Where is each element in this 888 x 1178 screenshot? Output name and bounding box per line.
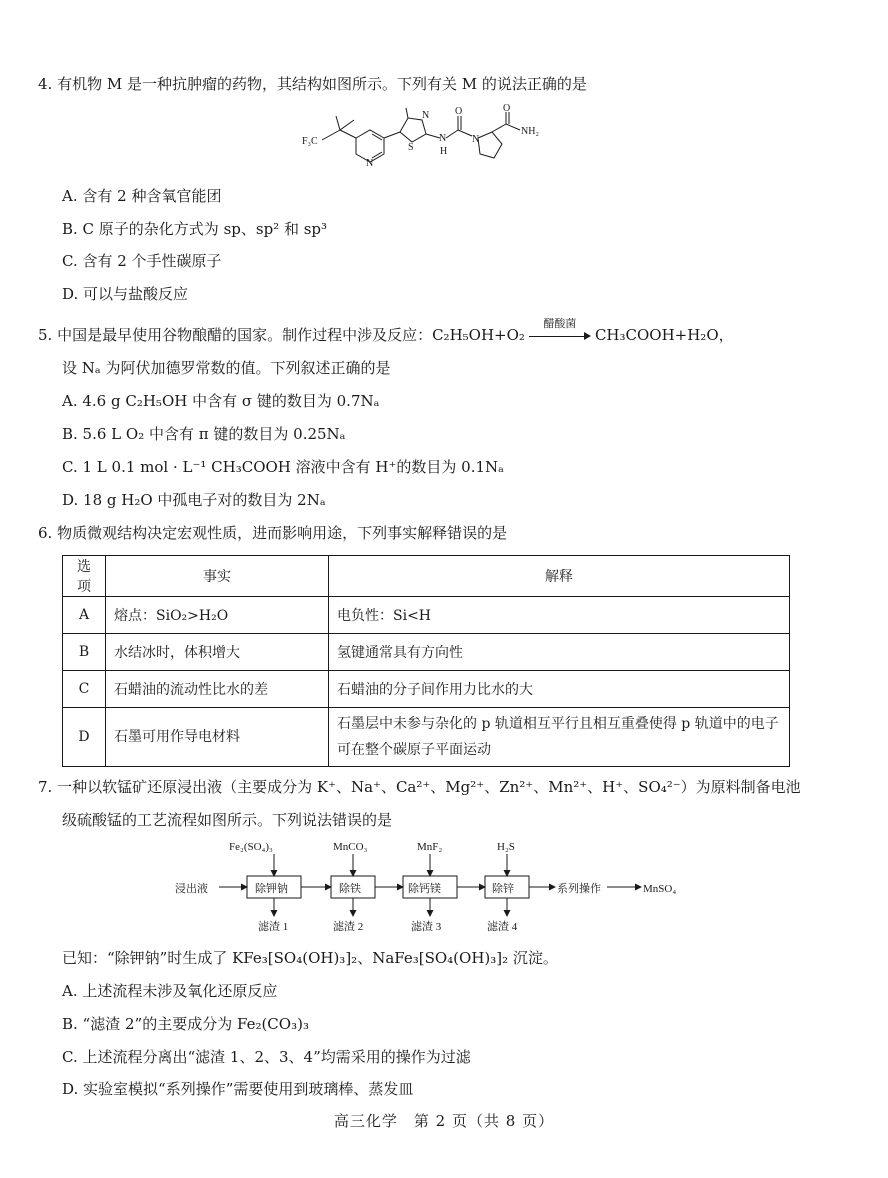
q5-option-b: B. 5.6 L O₂ 中含有 π 键的数目为 0.25Nₐ — [62, 425, 346, 443]
page-footer: 高三化学 第 2 页（共 8 页） — [333, 1112, 555, 1130]
table-cell-option: B — [63, 634, 106, 671]
table-row — [63, 671, 790, 708]
q4-option-c: C. 含有 2 个手性碳原子 — [62, 252, 222, 270]
label-urea-n: N — [439, 133, 447, 144]
table-cell-option: A — [63, 597, 106, 634]
q7-known: 已知：“除钾钠”时生成了 KFe₃[SO₄(OH)₃]₂、NaFe₃[SO₄(OH)₃]₂ 沉淀。 — [62, 949, 558, 967]
process-flow-diagram — [175, 838, 695, 938]
flow-product: MnSO₄ — [643, 883, 677, 895]
label-cf3: F₃C — [302, 136, 318, 147]
reaction-arrow-label: 醋酸菌 — [543, 317, 577, 330]
q7-stem-line1: 7. 一种以软锰矿还原浸出液（主要成分为 K⁺、Na⁺、Ca²⁺、Mg²⁺、Zn²⁺、Mn²⁺、H⁺、SO₄²⁻）为原料制备电池 — [38, 778, 801, 796]
table-cell-explanation: 石蜡油的分子间作用力比水的大 — [329, 671, 790, 708]
flow-reagent-3: MnF₂ — [417, 841, 443, 853]
flow-step-3: 除钙镁 — [408, 883, 441, 895]
table-cell-explanation: 石墨层中未参与杂化的 p 轨道相互平行且相互重叠使得 p 轨道中的电子可在整个碳原子平面运动 — [329, 708, 790, 767]
flow-residue-1: 滤渣 1 — [258, 921, 289, 933]
flow-step-2: 除铁 — [339, 883, 361, 895]
flow-start-label: 浸出液 — [175, 883, 208, 895]
flow-reagent-2: MnCO₃ — [333, 841, 368, 853]
table-cell-option: C — [63, 671, 106, 708]
flow-reagent-4: H₂S — [497, 841, 515, 853]
flow-final-step: 系列操作 — [557, 883, 601, 895]
table-cell-fact: 熔点：SiO₂>H₂O — [106, 597, 329, 634]
q7-option-c: C. 上述流程分离出“滤渣 1、2、3、4”均需采用的操作为过滤 — [62, 1048, 471, 1066]
reaction-arrow — [529, 317, 591, 344]
label-urea-h: H — [440, 146, 448, 157]
label-amide-nh2: NH₂ — [521, 126, 539, 137]
q4-option-a: A. 含有 2 种含氧官能团 — [62, 187, 222, 205]
table-cell-option: D — [63, 708, 106, 767]
flow-residue-4: 滤渣 4 — [487, 921, 518, 933]
molecule-structure-drawing — [300, 104, 560, 170]
flow-step-1: 除钾钠 — [255, 883, 288, 895]
q4-stem: 4. 有机物 M 是一种抗肿瘤的药物，其结构如图所示。下列有关 M 的说法正确的是 — [38, 75, 587, 93]
process-flow-drawing — [175, 838, 695, 938]
flow-reagent-1: Fe₂(SO₄)₃ — [229, 841, 273, 853]
table-row — [63, 708, 790, 767]
q7-option-a: A. 上述流程未涉及氧化还原反应 — [62, 982, 278, 1000]
table-row — [63, 634, 790, 671]
q7-option-b: B. “滤渣 2”的主要成分为 Fe₂(CO₃)₃ — [62, 1015, 309, 1033]
table-header-fact: 事实 — [106, 556, 329, 597]
q5-stem-part1: 5. 中国是最早使用谷物酿醋的国家。制作过程中涉及反应：C₂H₅OH+O₂ — [38, 326, 525, 344]
q6-stem: 6. 物质微观结构决定宏观性质，进而影响用途，下列事实解释错误的是 — [38, 524, 508, 542]
table-row — [63, 597, 790, 634]
table-cell-fact: 水结冰时，体积增大 — [106, 634, 329, 671]
table-header-row — [63, 556, 790, 597]
q5-stem-line2: 设 Nₐ 为阿伏加德罗常数的值。下列叙述正确的是 — [62, 359, 391, 377]
molecule-structure — [300, 104, 560, 170]
q7-stem-line2: 级硫酸锰的工艺流程如图所示。下列说法错误的是 — [62, 811, 393, 829]
q5-option-a: A. 4.6 g C₂H₅OH 中含有 σ 键的数目为 0.7Nₐ — [62, 392, 380, 410]
label-pyridine-n: N — [366, 158, 374, 169]
q5-stem-line1 — [38, 317, 734, 345]
flow-residue-3: 滤渣 3 — [411, 921, 442, 933]
q5-option-c: C. 1 L 0.1 mol · L⁻¹ CH₃COOH 溶液中含有 H⁺的数目为 0.1Nₐ — [62, 458, 504, 476]
q5-option-d: D. 18 g H₂O 中孤电子对的数目为 2Nₐ — [62, 491, 326, 509]
q7-option-d: D. 实验室模拟“系列操作”需要使用到玻璃棒、蒸发皿 — [62, 1080, 414, 1098]
label-proline-n: N — [472, 134, 480, 145]
table-cell-explanation: 电负性：Si<H — [329, 597, 790, 634]
q6-table — [62, 555, 790, 767]
table-cell-fact: 石墨可用作导电材料 — [106, 708, 329, 767]
table-header-option: 选项 — [63, 556, 106, 597]
flow-step-4: 除锌 — [492, 883, 514, 895]
label-thiazole-n: N — [422, 110, 430, 121]
table-cell-fact: 石蜡油的流动性比水的差 — [106, 671, 329, 708]
flow-residue-2: 滤渣 2 — [333, 921, 364, 933]
table-header-explanation: 解释 — [329, 556, 790, 597]
label-carbonyl-o1: O — [455, 106, 463, 117]
label-carbonyl-o2: O — [503, 104, 511, 114]
label-thiazole-s: S — [408, 142, 414, 153]
q5-stem-part2: CH₃COOH+H₂O， — [594, 326, 734, 344]
q4-option-d: D. 可以与盐酸反应 — [62, 285, 189, 303]
q4-option-b: B. C 原子的杂化方式为 sp、sp² 和 sp³ — [62, 220, 328, 238]
table-cell-explanation: 氢键通常具有方向性 — [329, 634, 790, 671]
